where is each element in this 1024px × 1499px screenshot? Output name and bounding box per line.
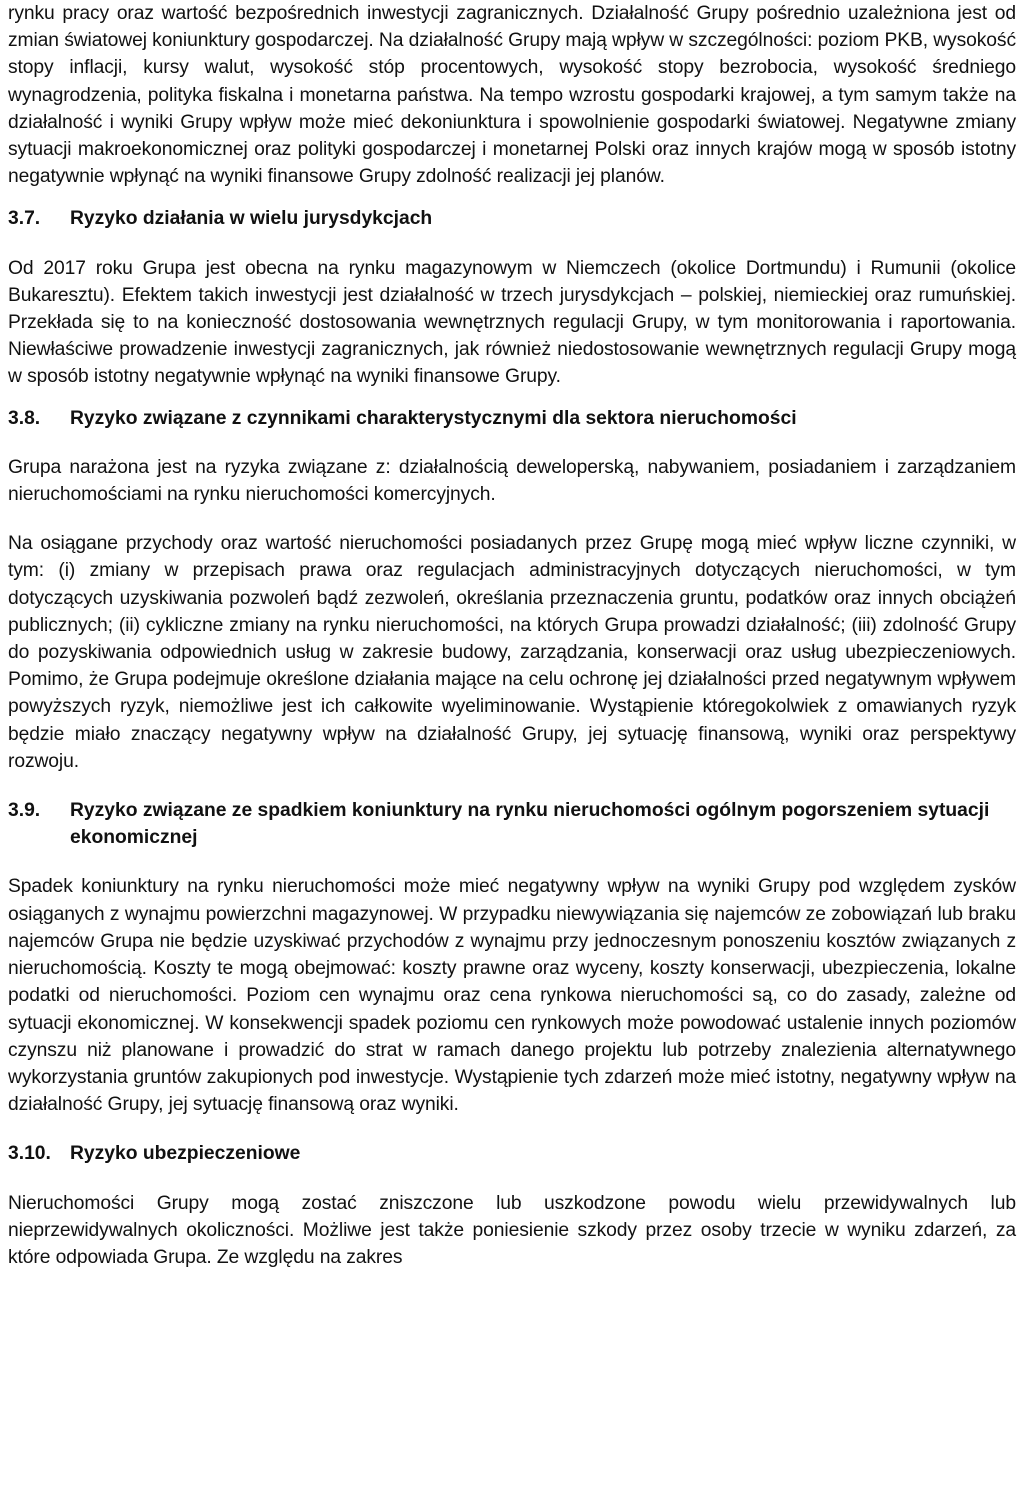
section-title: Ryzyko działania w wielu jurysdykcjach (70, 208, 433, 230)
section-title: Ryzyko ubezpieczeniowe (70, 1143, 301, 1165)
paragraph-macroeconomic-continuation: rynku pracy oraz wartość bezpośrednich inwestycji zagranicznych. Działalność Grupy pośrednio uzależniona jest od zmian światowej koniunktury gospodarczej. Na działalność Grupy mają wpływ w szczególności: poziom PKB, wysokość stopy inflacji, kursy walut, wysokość stóp procentowych, wysokość stopy bezrobocia, wysokość średniego wynagrodzenia, polityka fiskalna i monetarna państwa. Na tempo wzrostu gospodarki krajowej, a tym samym także na działalność i wyniki Grupy wpływ może mieć dekoniunktura i spowolnienie gospodarki światowej. Negatywne zmiany sytuacji makroekonomicznej oraz polityki gospodarczej i monetarnej Polski oraz innych krajów mogą w sposób istotny negatywnie wpłynąć na wyniki finansowe Grupy zdolność realizacji jej planów. (8, 3, 1017, 188)
paragraph-market-downturn: Spadek koniunktury na rynku nieruchomości może mieć negatywny wpływ na wyniki Grupy pod względem zysków osiąganych z wynajmu powierzchni magazynowej. W przypadku niewywiązania się najemców ze zobowiązań lub braku najemców Grupa nie będzie uzyskiwać przychodów z wynajmu przy jednoczesnym ponoszeniu kosztów związanych z nieruchomością. Koszty te mogą obejmować: koszty prawne oraz wyceny, koszty konserwacji, ubezpieczenia, lokalne podatki od nieruchomości. Poziom cen wynajmu oraz cena rynkowa nieruchomości są, co do zasady, zależne od sytuacji ekonomicznej. W konsekwencji spadek poziomu cen rynkowych może powodować ustalenie innych poziomów czynszu niż planowane i prowadzić do strat w ramach danego projektu lub potrzeby znalezienia alternatywnego wykorzystania gruntów zakupionych pod inwestycje. Wystąpienie tych zdarzeń może mieć istotny, negatywny wpływ na działalność Grupy, jej sytuację finansową oraz wyniki. (8, 876, 1016, 1116)
section-number: 3.8. (8, 407, 41, 429)
section-number: 3.9. (8, 800, 41, 822)
section-number: 3.7. (8, 208, 41, 230)
paragraph-revenue-factors: Na osiągane przychody oraz wartość nieruchomości posiadanych przez Grupę mogą mieć wpływ liczne czynniki, w tym: (i) zmiany w przepisach prawa oraz regulacjach administracyjnych dotyczących nieruchomości, w tym dotyczących uzyskiwania pozwoleń bądź zezwoleń, określania przeznaczenia gruntu, podatków oraz innych obciążeń publicznych; (ii) cykliczne zmiany na rynku nieruchomości, na których Grupa prowadzi działalność; (iii) zdolność Grupy do pozyskiwania odpowiednich usług w zakresie budowy, zarządzania, konserwacji oraz usług ubezpieczeniowych. Pomimo, że Grupa podejmuje określone działania mające na celu ochronę jej działalności przed negatywnym wpływem powyższych ryzyk, niemożliwe jest ich całkowite wyeliminowanie. Wystąpienie któregokolwiek z omawianych ryzyk będzie miało znaczący negatywny wpływ na działalność Grupy, jej sytuację finansową, wyniki oraz perspektywy rozwoju. (8, 533, 1016, 772)
section-heading-3-8 (8, 405, 1016, 432)
paragraph-jurisdictions: Od 2017 roku Grupa jest obecna na rynku magazynowym w Niemczech (okolice Dortmundu) i Rumunii (okolice Bukaresztu). Efektem takich inwestycji jest działalność w trzech jurysdykcjach – polskiej, niemieckiej oraz rumuńskiej. Przekłada się to na konieczność dostosowania wewnętrznych regulacji Grupy, w tym monitorowania i raportowania. Niewłaściwe prowadzenie inwestycji zagranicznych, jak również niedostosowanie wewnętrznych regulacji Grupy mogą w sposób istotny negatywnie wpłynąć na wyniki finansowe Grupy. (8, 257, 1016, 388)
paragraph-real-estate-risks: Grupa narażona jest na ryzyka związane z: działalnością deweloperską, nabywaniem, posiadaniem i zarządzaniem nieruchomościami na rynku nieruchomości komercyjnych. (8, 456, 1016, 506)
paragraph-insurance: Nieruchomości Grupy mogą zostać zniszczone lub uszkodzone powodu wielu przewidywalnych lub nieprzewidywalnych okoliczności. Możliwe jest także poniesienie szkody przez osoby trzecie w wyniku zdarzeń, za które odpowiada Grupa. Ze względu na zakres (8, 1192, 1016, 1268)
section-heading-3-9 (8, 797, 1016, 851)
section-number: 3.10. (8, 1143, 51, 1165)
section-heading-3-7 (8, 205, 1016, 232)
section-title: Ryzyko związane ze spadkiem koniunktury na rynku nieruchomości ogólnym pogorszeniem sytuacji ekonomicznej (70, 800, 990, 849)
section-title: Ryzyko związane z czynnikami charakterystycznymi dla sektora nieruchomości (70, 407, 797, 429)
section-heading-3-10 (8, 1140, 1016, 1167)
